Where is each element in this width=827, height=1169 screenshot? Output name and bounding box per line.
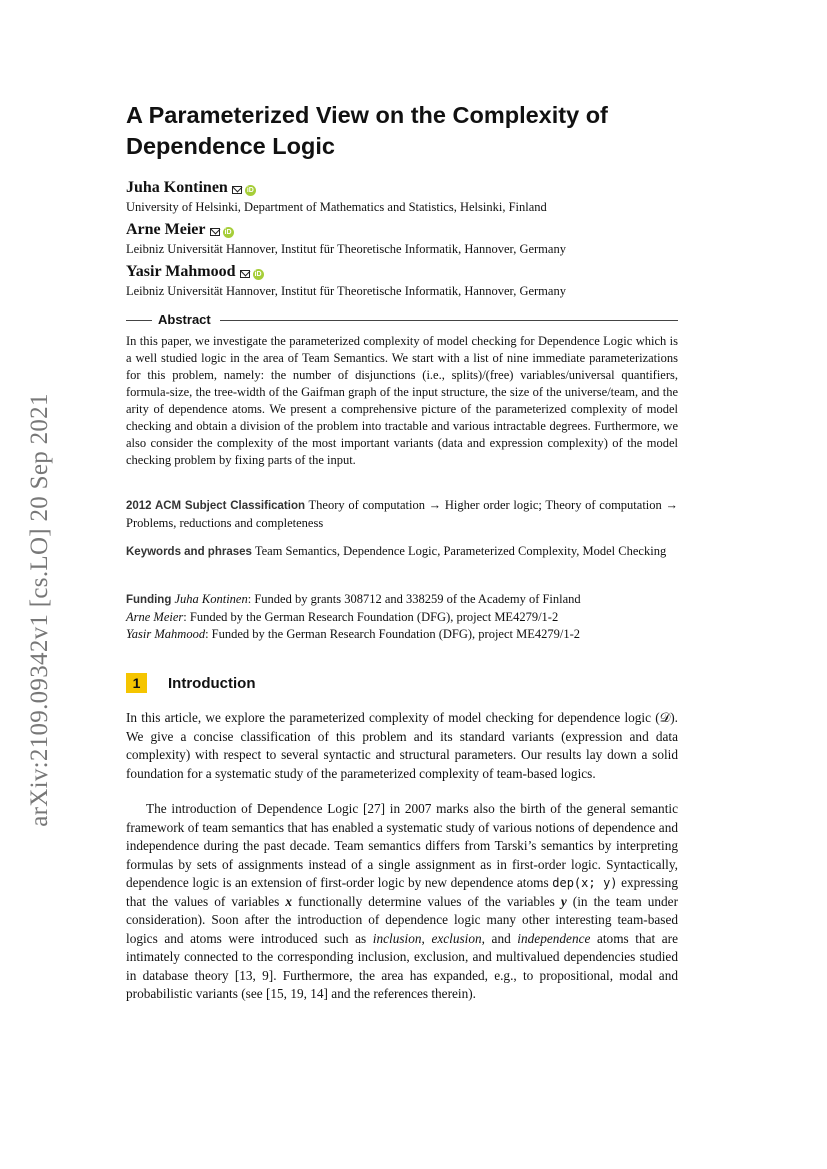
- author-affiliation: University of Helsinki, Department of Mathematics and Statistics, Helsinki, Finland: [126, 200, 547, 214]
- funding-person: Arne Meier: [126, 610, 184, 624]
- author-name-text: Juha Kontinen: [126, 179, 228, 196]
- funding-line: [126, 591, 678, 609]
- envelope-icon[interactable]: [240, 270, 250, 278]
- author-block: [126, 178, 547, 215]
- keywords-text: Team Semantics, Dependence Logic, Parameterized Complexity, Model Checking: [254, 544, 667, 558]
- divider: [220, 320, 678, 321]
- author-affiliation: Leibniz Universität Hannover, Institut für Theoretische Informatik, Hannover, Germany: [126, 242, 566, 256]
- text-run: The introduction of Dependence Logic [27] in 2007 marks also the birth of the general semantic framework of team semantics that has enabled a systematic study of various notions of dependence and independence during the past decade. Team semantics differs from Tarski’s semantics by interpreting formulas by sets of assignments instead of a single assignment as in first-order logic. Syntactically, dependence logic is an extension of first-order logic by new dependence atoms: [126, 801, 678, 890]
- emphasis: independence: [517, 930, 591, 946]
- funding-text: : Funded by the German Research Foundation (DFG), project ME4279/1-2: [205, 627, 581, 641]
- section-heading: [126, 672, 255, 694]
- text-run: atoms that are intimately connected to the corresponding inclusion, exclusion, and multivalued dependencies studied in database theory [13, 9]. Furthermore, the area has expanded, e.g., to propositional, modal and probabilistic variants (see [15, 19, 14] and the references therein).: [126, 930, 679, 1001]
- funding-text: : Funded by grants 308712 and 338259 of the Academy of Finland: [247, 592, 581, 606]
- divider: [126, 320, 152, 321]
- text-run: expressing that the values of variables: [126, 875, 678, 909]
- author-name: [126, 178, 547, 198]
- funding-person: Yasir Mahmood: [126, 627, 206, 641]
- section-number: 1: [126, 673, 147, 693]
- section-title: Introduction: [168, 674, 256, 692]
- emphasis: inclusion: [372, 930, 422, 946]
- orcid-icon[interactable]: iD: [254, 270, 262, 278]
- author-name-text: Arne Meier: [126, 221, 206, 238]
- funding-text: : Funded by the German Research Foundation (DFG), project ME4279/1-2: [183, 610, 559, 624]
- abstract-label: Abstract: [158, 312, 211, 327]
- acm-label: 2012 ACM Subject Classification: [126, 500, 306, 512]
- acm-text: Theory of computation → Higher order logic; Theory of computation → Problems, reductions and completeness: [126, 498, 678, 530]
- arxiv-identifier: [18, 370, 62, 850]
- text-run: , and: [481, 930, 518, 946]
- funding: [126, 591, 678, 643]
- math-variable: y: [560, 893, 567, 909]
- text-run: (in the team under consideration). Soon after the introduction of dependence logic many other interesting team-based logics and atoms were introduced such as: [126, 893, 679, 946]
- author-name-text: Yasir Mahmood: [126, 263, 236, 280]
- arxiv-id-text: arXiv:2109.09342v1 [cs.LO] 20 Sep 2021: [26, 393, 53, 827]
- funding-label: Funding: [126, 594, 172, 606]
- funding-line: [126, 609, 678, 626]
- acm-classification: [126, 497, 678, 532]
- intro-paragraph-1: In this article, we explore the parameterized complexity of model checking for dependence logic (𝒟). We give a concise classification of this problem and its standard variants (expression and data complexity) with respect to several syntactic and structural parameters. Our results lay down a solid foundation for a systematic study of the parameterized complexity of team-based logics.: [126, 710, 678, 781]
- author-block: [126, 220, 566, 257]
- author-name: [126, 262, 566, 282]
- abstract-text: In this paper, we investigate the parameterized complexity of model checking for Dependence Logic which is a well studied logic in the area of Team Semantics. We start with a list of nine immediate parameterizations for this problem, namely: the number of disjunctions (i.e., splits)/(free) variables/universal quantifiers, formula-size, the tree-width of the Gaifman graph of the input structure, the size of the universe/team, and the arity of dependence atoms. We present a comprehensive picture of the parameterized complexity of model checking and obtain a division of the problem into tractable and various intractable degrees. Furthermore, we also consider the complexity of the most important variants (data and expression complexity) of the model checking problem by fixing parts of the input.: [126, 334, 678, 467]
- text-run: functionally determine values of the variables: [292, 893, 561, 909]
- keywords: [126, 543, 678, 561]
- funding-person: Juha Kontinen: [174, 592, 248, 606]
- dependence-atom: dep(x; y): [552, 876, 618, 890]
- text-run: ,: [421, 930, 432, 946]
- envelope-icon[interactable]: [210, 228, 220, 236]
- math-variable: x: [285, 893, 292, 909]
- emphasis: exclusion: [431, 930, 482, 946]
- author-affiliation: Leibniz Universität Hannover, Institut für Theoretische Informatik, Hannover, Germany: [126, 284, 566, 298]
- funding-line: [126, 626, 678, 643]
- paper-title: A Parameterized View on the Complexity of Dependence Logic: [126, 102, 608, 159]
- intro-paragraph-2: [126, 800, 678, 1004]
- envelope-icon[interactable]: [232, 186, 242, 194]
- abstract-heading: [126, 312, 678, 330]
- orcid-icon[interactable]: iD: [246, 186, 254, 194]
- author-block: [126, 262, 566, 299]
- orcid-icon[interactable]: iD: [224, 228, 232, 236]
- author-name: [126, 220, 566, 240]
- keywords-label: Keywords and phrases: [126, 546, 252, 558]
